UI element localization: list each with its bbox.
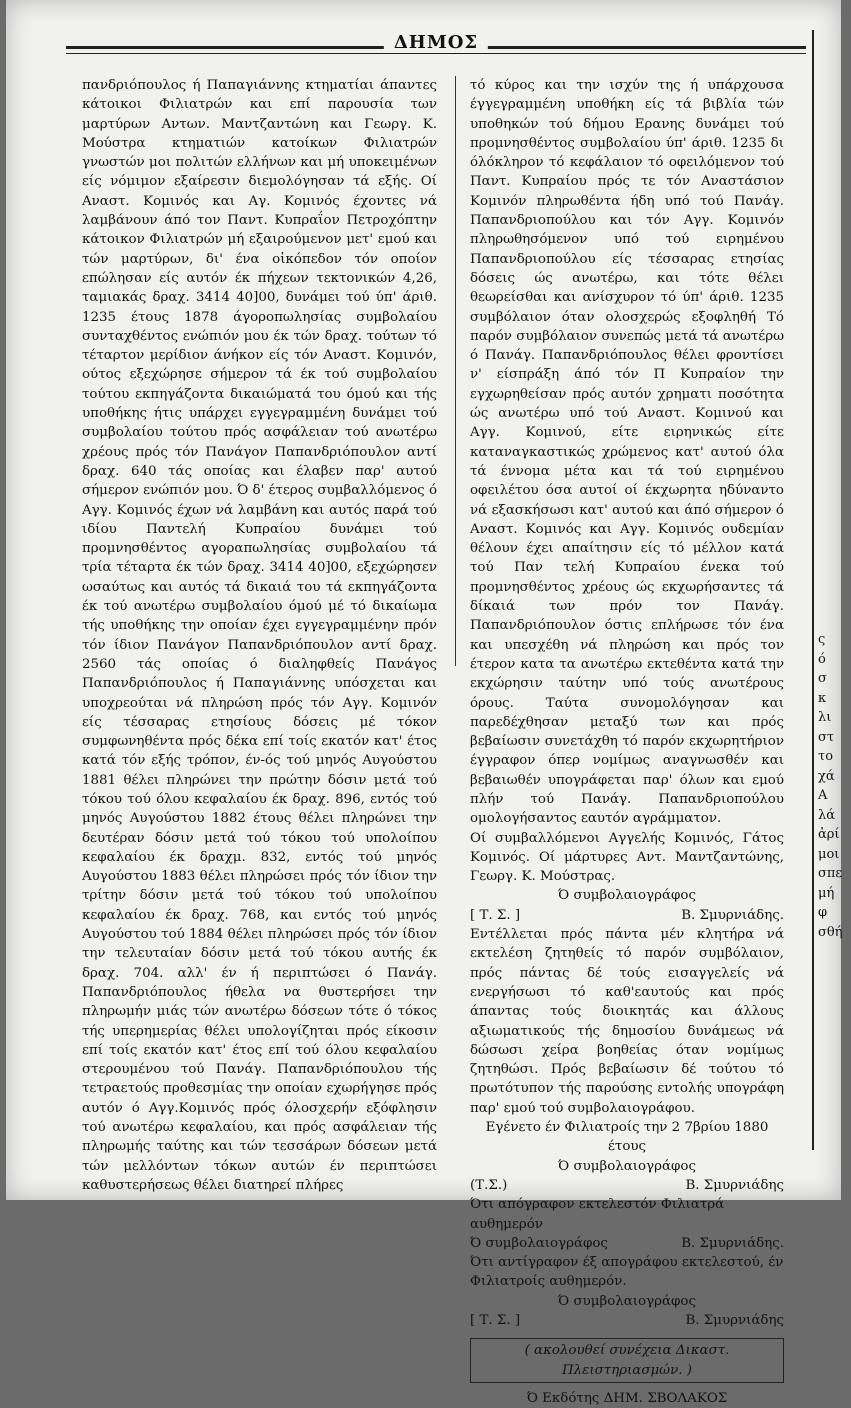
seal-3: [ Τ. Σ. ]	[470, 1313, 521, 1328]
right-column	[470, 76, 784, 1408]
adjacent-page-edge	[818, 630, 848, 942]
notary-name-1: Β. Σμυρνιάδης.	[681, 907, 784, 923]
right-paragraph-1: τό κύρος και την ισχύν της ή υπάρχουσα έγγεγραμμένη υποθήκη είς τά βιβλία τών υποθηκών τού δήμου Ερανης δυνάμει τού προμνησθέντος συμβολαίου ύπ' άριθ. 1235 δι όλόκληρον τό κεφάλαιον τό οφειλόμενον τού Παντ. Κυπραίου πρός τε τόν Αναστάσιον Κομινόν πληρωθέντα ήδη υπό τού Πανάγ. Παπανδριοπούλου και τόν Αγγ. Κομινόν πληρωθησόμενον υπό τού ειρημένου Παπανδριοπούλου είς τέσσαρας ετησίας δόσεις ώς ανωτέρω, και τότε θέλει θεωρείσθαι και ανίσχυρον τό ύπ' άριθ. 1235 συμβόλαιον όταν ολοσχερώς εξοφληθή Τό παρόν συμβόλαιον συνεπώς μετά τά ανωτέρω ό Πανάγ. Παπανδριόπουλος θέλει φροντίσει ν' είσπράξη άπό τόν Π Κυπραίον την εγχωρηθείσαν πρός αυτόν χρηματι ποσότητα ώς ανωτέρω υπό τού Αναστ. Κομινού και Αγγ. Κομινού, είτε ειρηνικώς είτε καταναγκαστικώς χρώμενος κατ' αυτού όλα τά έννομα μέτα και τά τού ειρημένου οφειλέτου όσα αυτοί οί έκχωρητα ηδύναντο νά εξασκήσωσι κατ' αυτού και άπό σήμερον ό Αναστ. Κομινός και Αγγ. Κομινός ουδεμίαν θέλουν έχει απαίτησιν είς τό μέλλον κατά τού Παν τελή Κυπραίου ένεκα τού προμνησθέντος χρέους ώς εκχωρήσαντες τά δίκαιά των πρόν τον Πανάγ. Παπανδριόπουλον όστις επλήρωσε τόν ένα και υπεσχέθη νά πληρώση και πρός τον έτερον κατα τα ανωτέρω εκτεθέντα κατά την εκχώρησιν ταύτην υπό τούς ανωτέρους όρους. Ταύτα συνομολόγησαν και παρεδέχθησαν μεταξύ των και πρός βεβαίωσιν συνετάχθη τό παρόν εκχωρητήριον έγγραφον όπερ νομίμως αναγνωσθέν και βεβαιωθέν υπογράφεται παρ' όλων και εμού πλήν τού Πανάγ. Παπανδριοπούλου ομολογήσαντος εαυτόν αγράμματον.	[470, 78, 784, 827]
edge-fragment: λά	[818, 807, 836, 823]
header-rule-thin	[66, 53, 806, 54]
seal-1: [ Τ. Σ. ]	[470, 907, 521, 923]
edge-fragment: κ	[818, 690, 827, 706]
left-column	[82, 76, 437, 1195]
edge-fragment: ς	[818, 632, 826, 647]
notary-name-2: Β. Σμυρνιάδης	[685, 1177, 784, 1193]
notary-title-3: Ό συμβολαιογράφος	[470, 1235, 608, 1251]
edge-fragment: ἀρί	[818, 827, 840, 842]
notary-title-2: Ό συμβολαιογράφος	[558, 1158, 696, 1174]
notary-title-1: Ό συμβολαιογράφος	[558, 888, 696, 904]
publisher-line: Ό Εκδότης ΔΗΜ. ΣΒΟΛΑΚΟΣ	[526, 1390, 728, 1406]
edge-fragment: φ	[818, 905, 828, 920]
edge-fragment: σ	[818, 671, 827, 686]
copy-note-2: Ότι αντίγραφον έξ απογράφου εκτελεστού, έν Φιλιατροίς αυθημερόν.	[470, 1255, 784, 1290]
edge-fragment: ό	[818, 651, 826, 667]
notary-name-3: Β. Σμυρνιάδης.	[681, 1235, 784, 1251]
edge-fragment: λι	[818, 710, 832, 725]
edge-fragment: το	[818, 749, 834, 764]
notary-title-4: Ό συμβολαιογράφος	[558, 1293, 696, 1309]
page-right-border	[812, 30, 814, 1150]
edge-fragment: σπε	[818, 866, 843, 881]
edge-fragment: χά	[818, 768, 835, 784]
copy-note-1: Ότι απόγραφον εκτελεστόν Φιλιατρά αυθημερόν	[470, 1197, 725, 1232]
column-divider	[455, 76, 456, 666]
signature-row-1	[470, 906, 784, 925]
edge-fragment: Α	[818, 788, 828, 803]
right-paragraph-2: Οί συμβαλλόμενοι Αγγελής Κομινός, Γάτος Κομινός. Οί μάρτυρες Αντ. Μαντζαντώνης, Γεωργ. Κ. Μούστρας.	[470, 830, 784, 885]
edge-fragment: στ	[818, 729, 835, 745]
left-column-text: πανδριόπουλος ή Παπαγιάννης κτηματίαι άπαντες κάτοικοι Φιλιατρών και επί παρουσία των μαρτύρων Αντων. Μαντζαντώνη και Γεωργ. Κ. Μούστρα κτηματιών κατοίκων Φιλιατρών γνωστών μοι πολιτών ελλήνων και μή υποκειμένων είς νόμιμον εξαίρεσιν διεμολόγησαν τά εξής. Οί Αναστ. Κομινός και Αγ. Κομινός έχοντες νά λαμβάνουν άπό τον Παντ. Κυπραΐον Πετροχόπτην κάτοικον Φιλιατρών μή εξαιρούμενον μετ' εμού και τών μαρτύρων, δι' ένα οἰκόπεδον τόν οποίον επώλησαν είς αυτόν έκ πήχεων τεκτονικών 4,26, ταμιακάς δραχ. 3414 40]00, δυνάμει τού ύπ' άριθ. 1235 έτους 1878 άγοροπωλησίας συμβολαίου συνταχθέντος ενώπιόν μου έκ τών δραχ. τούτων τό τέταρτον μερίδιον άνήκον είς τόν Αναστ. Κομινόν, ούτος εξεχώρησε σήμερον τά έκ τού συμβολαίου τούτου εκπηγάζοντα δικαιώματά του όμού και τής υποθήκης ήτις υπάρχει εγγεγραμμένη δυνάμει τού συμβολαίου τούτου πρός ασφάλειαν τού ανωτέρω χρέους πρός τόν Πανάγον Παπανδριόπουλον αντί δραχ. 640 τάς οποίας και έλαβεν παρ' αυτού σήμερον ενώπιόν μου. Ό δ' έτερος συμβαλλόμενος ό Αγγ. Κομινός έχων νά λαμβάνη και αυτός παρά τού ιδίου Παντελή Κυπραίου δυνάμει τού προμνησθέντος αγοραπωλησίας συμβολαίου τά τρία τέταρτα έκ τών δραχ. 3414 40]00, εξεχώρησεν ωσαύτως και αυτός τά δικαιά του τά εκπηγάζοντα έκ τού ανωτέρω συμβολαίου όμού μέ τό δικαίωμα τής υποθήκης την οποίαν έχει εγγεγραμμένην πρόν τόν ίδιον Πανάγον Παπανδριόπουλον αντί δραχ. 2560 τάς οποίας ό διαληφθείς Πανάγος Παπανδριόπουλος ή Παπαγιάννης υπόσχεται και υποχρεούται νά πληρώση πρός τόν Αγγ. Κομινόν είς τέσσαρας ετησίους δόσεις μέ τόκον συμφωνηθέντα πρός δέκα επί τοίς εκατόν κατ' έτος κατά τόν εξής τρόπον, έν-ός τού μηνός Αυγούστου 1881 θέλει πληρώνει την πρώτην δόσιν μετά τού τόκου τού όλου κεφαλαίου έκ δραχ. 896, εντός τού μηνός Αυγούστου 1882 έτους θέλει πληρώνει την δευτέραν δόσιν μετά τού τόκου τού υπολοίπου κεφαλαίου έκ δραχμ. 832, εντός τού μηνός Αυγούστου 1883 θέλει πληρώσει πρός τόν ίδιον την τρίτην δόσιν μετά τού τόκου τού υπολοίπου κεφαλαίου έκ δραχ. 768, και εντός τού μηνός Αυγούστου τού 1884 θέλει πληρώσει πρός τόν ίδιον την τελευταίαν δόσιν μετά τού τόκου αυτής έκ δραχ. 704. αλλ' έν ή περιπτώσει ό Πανάγ. Παπανδριόπουλος ήθελα να θυστερήσει την πληρωμήν μιάς τών ανωτέρω δόσεων τότε ό τόκος τής υπερημερίας θέλει υπολογίζηται πρός είκοσιν επί τοίς εκατόν κατ' έτος επί τού όλου κεφαλαίου στερουμένου τού Πανάγ. Παπανδριόπουλου τής τετραετούς προθεσμίας την οποίαν εχωρήγησε πρός αυτόν ό Αγγ.Κομινός πρός όλοσχερήν εξόφλησιν τού ανωτέρω κεφαλαίου, και πρός ασφάλειαν τής πληρωμής ταύτης και τών τεσσάρων δόσεων μετά τών μελλόντων τόκων αυτών έν περιπτώσει καθυστερήσεως θέλει διατηρεί πλήρες	[82, 78, 437, 1193]
masthead-title: ΔΗΜΟΣ	[384, 32, 488, 53]
page-header	[66, 32, 806, 62]
seal-2: (Τ.Σ.)	[470, 1177, 508, 1193]
edge-fragment: μοι	[818, 846, 840, 862]
date-line: Εγένετο έν Φιλιατροίς την 2 7βρίου 1880 έτους	[485, 1120, 769, 1155]
continued-note: ( ακολουθεί συνέχεια Δικαστ. Πλειστηριασμών. )	[470, 1338, 784, 1383]
edge-fragment: σθή	[818, 924, 843, 940]
right-paragraph-3: Εντέλλεται πρός πάντα μέν κλητήρα νά εκτελέση ζητηθείς τό παρόν συμβόλαιον, πρός πάντας δέ τούς εισαγγελείς νά ενεργήσωσι τό καθ'εαυτούς και πρός άπαντας τούς διοικητάς και άλλους αξιωματικούς τής δημοσίου δυνάμεως νά δώσωσι χείρα βοηθείας όταν νομίμως ζητηθώσι. Πρός βεβαίωσιν δέ τούτου τό πρωτότυπον τής παρούσης εντολής υπογράφη παρ' εμού τού συμβολαιογράφου.	[470, 927, 784, 1116]
signature-row-4	[470, 1311, 784, 1330]
notary-name-4: Β. Σμυρνιάδης	[685, 1313, 784, 1328]
edge-fragment: μή	[818, 885, 835, 901]
signature-row-2	[470, 1176, 784, 1195]
signature-row-3	[470, 1234, 784, 1253]
